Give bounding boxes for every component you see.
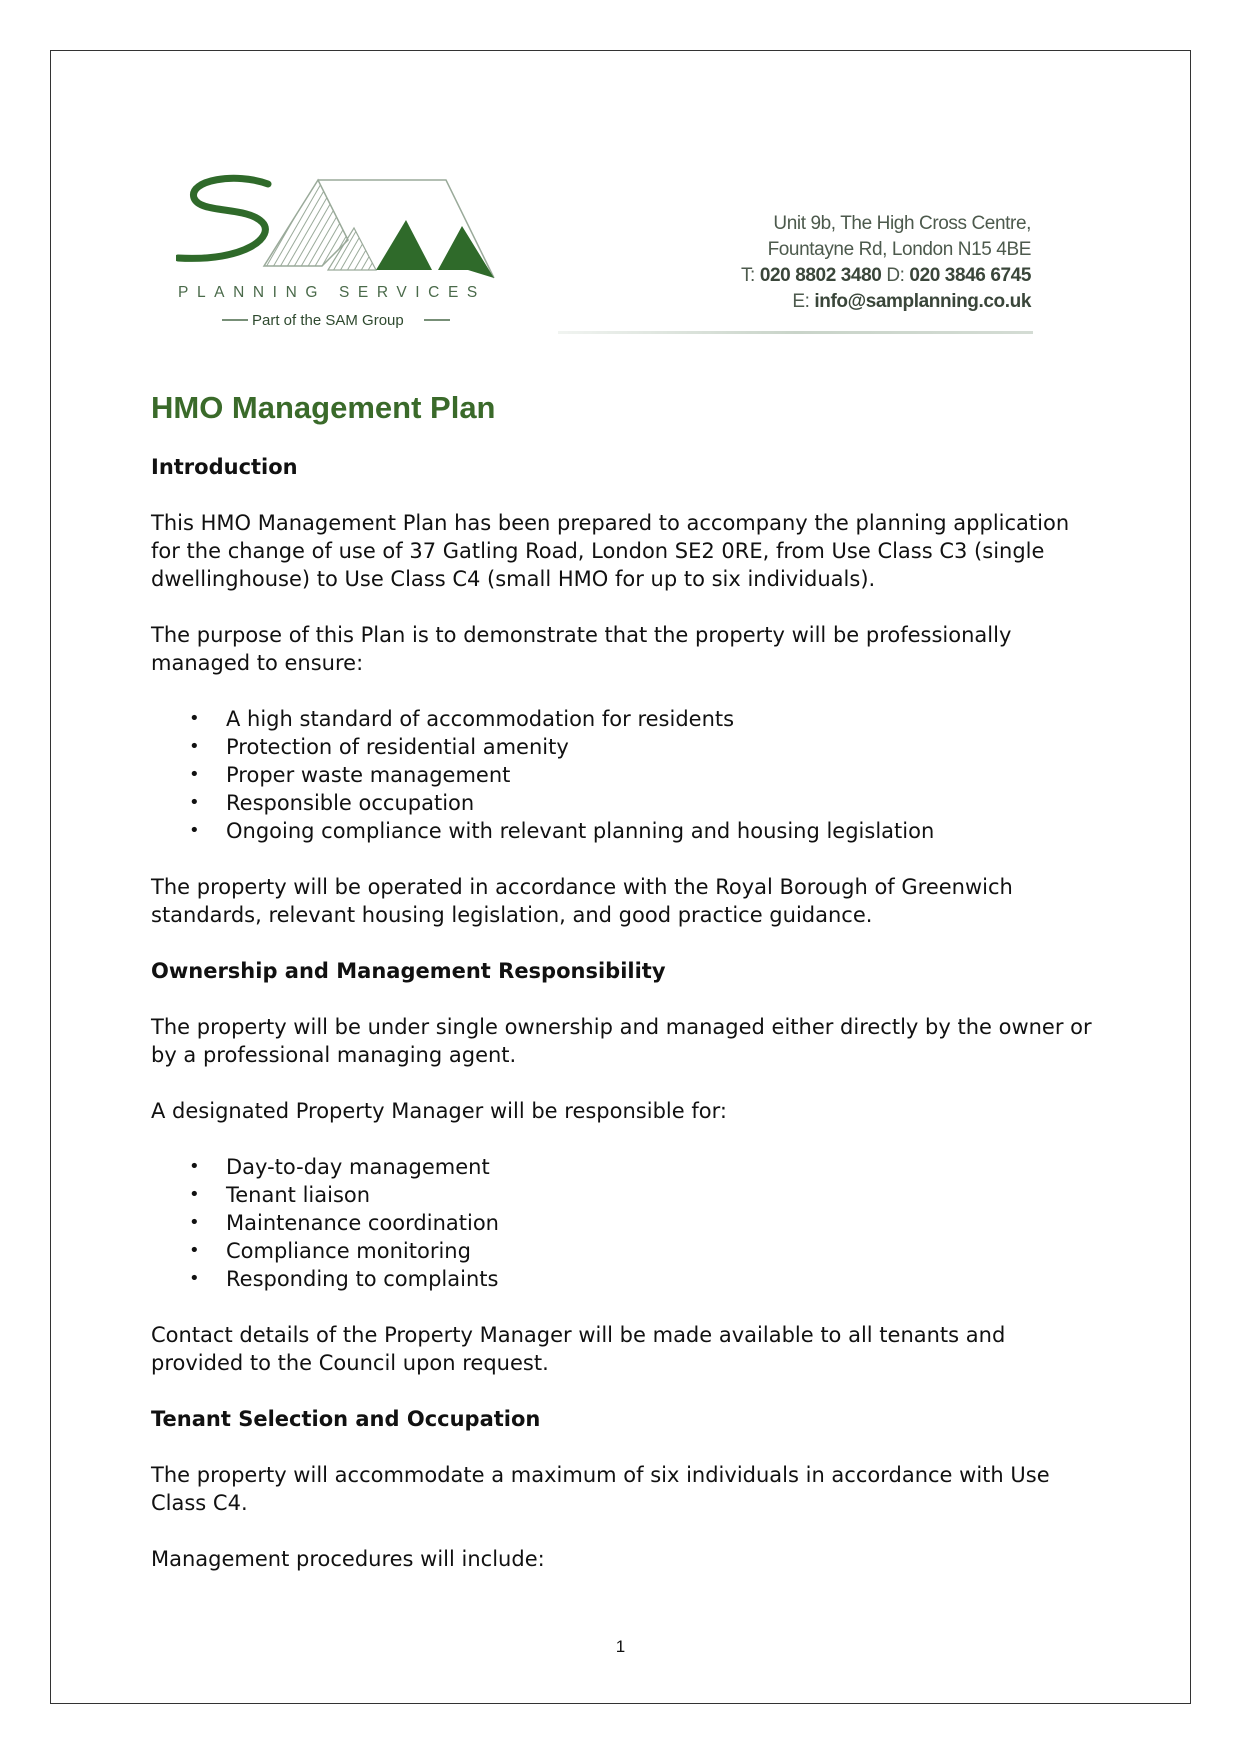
direct-number: 020 3846 6745: [909, 265, 1031, 286]
list-item: • Ongoing compliance with relevant planning and housing legislation: [226, 817, 1101, 845]
section-heading-tenant-selection: Tenant Selection and Occupation: [151, 1407, 541, 1431]
header-divider: [558, 331, 1033, 334]
direct-label: D:: [886, 265, 905, 286]
document-body: [151, 385, 1101, 1573]
document-title: HMO Management Plan: [151, 390, 496, 425]
sam-mountains-logo-icon: [176, 170, 506, 340]
intro-paragraph-1: This HMO Management Plan has been prepared to accompany the planning application for the change of use of 37 Gatling Road, London SE2 0RE, from Use Class C3 (single dwellinghouse) to Use Class C4 (small HMO for up to six individuals).: [151, 511, 1070, 591]
list-item: • Proper waste management: [226, 761, 1101, 789]
email-label: E:: [792, 291, 810, 312]
phone-line: [741, 263, 1031, 289]
logo-tagline-text: Part of the SAM Group: [252, 312, 404, 329]
tenant-paragraph-1: The property will accommodate a maximum of six individuals in accordance with Use Class C4.: [151, 1463, 1050, 1515]
sam-planning-logo: [176, 170, 506, 340]
list-item: • Responding to complaints: [226, 1265, 1101, 1293]
tel-label: T:: [740, 265, 755, 286]
ownership-paragraph-2: A designated Property Manager will be responsible for:: [151, 1099, 727, 1123]
logo-planning-services-text: PLANNING SERVICES: [178, 284, 486, 301]
ownership-paragraph-1: The property will be under single ownership and managed either directly by the owner or by a professional managing agent.: [151, 1015, 1092, 1067]
list-item: • Maintenance coordination: [226, 1209, 1101, 1237]
ownership-bullet-list: [151, 1153, 1101, 1293]
list-item: • Day-to-day management: [226, 1153, 1101, 1181]
intro-paragraph-2: The purpose of this Plan is to demonstrate that the property will be professionally managed to ensure:: [151, 623, 1012, 675]
page-number: 1: [615, 1637, 626, 1656]
email-address: info@samplanning.co.uk: [814, 291, 1031, 312]
tenant-paragraph-2: Management procedures will include:: [151, 1547, 545, 1571]
section-heading-introduction: Introduction: [151, 455, 298, 479]
list-item: • Tenant liaison: [226, 1181, 1101, 1209]
address-line-1: Unit 9b, The High Cross Centre,: [773, 213, 1031, 234]
intro-paragraph-3: The property will be operated in accordance with the Royal Borough of Greenwich standards, relevant housing legislation, and good practice guidance.: [151, 875, 1013, 927]
list-item: • Responsible occupation: [226, 789, 1101, 817]
list-item: • A high standard of accommodation for residents: [226, 705, 1101, 733]
tel-number: 020 8802 3480: [759, 265, 882, 286]
intro-bullet-list: [151, 705, 1101, 845]
ownership-paragraph-3: Contact details of the Property Manager will be made available to all tenants and provided to the Council upon request.: [151, 1323, 1006, 1375]
list-item: • Compliance monitoring: [226, 1237, 1101, 1265]
address-line-2: Fountayne Rd, London N15 4BE: [767, 239, 1031, 260]
email-line: [741, 289, 1031, 315]
contact-details: [741, 211, 1031, 315]
section-heading-ownership: Ownership and Management Responsibility: [151, 959, 666, 983]
list-item: • Protection of residential amenity: [226, 733, 1101, 761]
